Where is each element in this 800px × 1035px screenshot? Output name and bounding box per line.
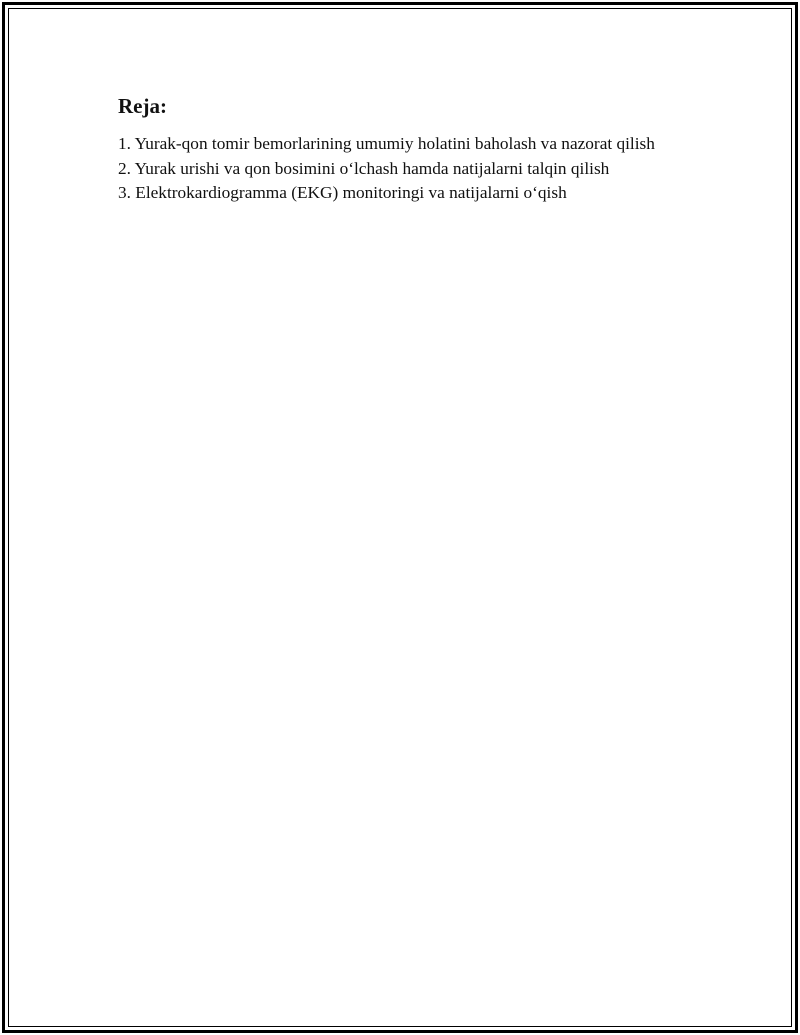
plan-list — [118, 132, 678, 206]
plan-item-2: 2. Yurak urishi va qon bosimini o‘lchash hamda natijalarni talqin qilish — [118, 158, 610, 178]
plan-heading: Reja: — [118, 94, 167, 118]
plan-item-1: 1. Yurak-qon tomir bemorlarining umumiy holatini baholash va nazorat qilish — [118, 134, 655, 153]
plan-item-3: 3. Elektrokardiogramma (EKG) monitoringi va natijalarni o‘qish — [118, 183, 567, 202]
document-body — [118, 92, 678, 206]
